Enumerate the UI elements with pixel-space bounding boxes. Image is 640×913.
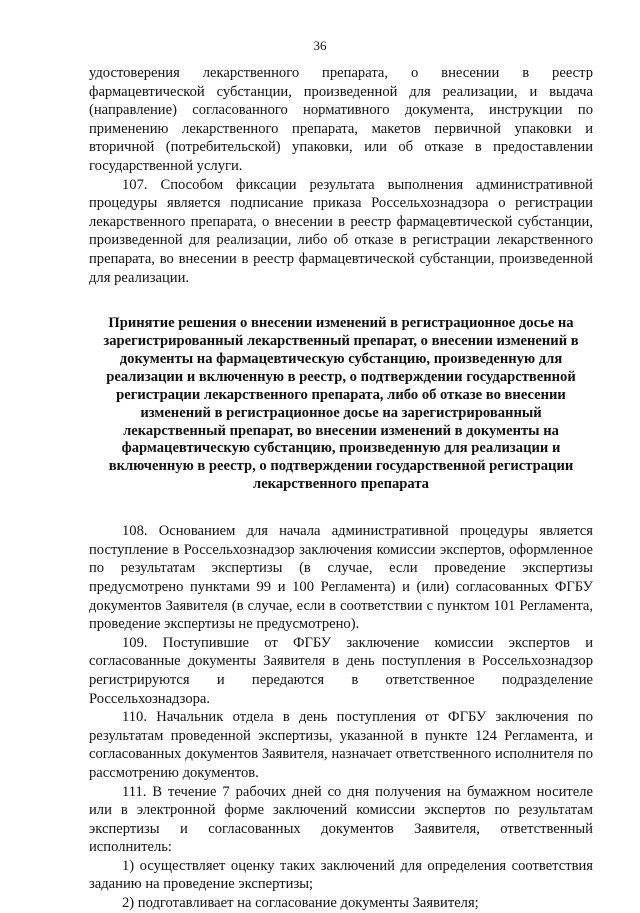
paragraph-continuation: удостоверения лекарственного препарата, о внесении в реестр фармацевтической субстанции, произведенной для реализации, и выдача (направление) согласованного нормативного документа, инструкции по применению лекарственного препарата, макетов первичной упаковки и вторичной (потребительской) упаковки, или об отказе в предоставлении государственной услуги. (89, 65, 593, 174)
document-body (89, 64, 593, 913)
paragraph-111: 111. В течение 7 рабочих дней со дня получения на бумажном носителе или в электронной форме заключений комиссии экспертов по результатам экспертизы и согласованных документов Заявителя, ответственный исполнитель: (89, 783, 593, 856)
paragraph-109: 109. Поступившие от ФГБУ заключение комиссии экспертов и согласованные документы Заявителя в день поступления в Россельхознадзор регистрируются и передаются в ответственное подразделение Россельхознадзора. (89, 634, 593, 707)
paragraph-108: 108. Основанием для начала административной процедуры является поступление в Россельхознадзор заключения комиссии экспертов, оформленное по результатам экспертизы (в случае, если проведение экспертизы предусмотрено пунктами 99 и 100 Регламента) и (или) согласованных ФГБУ документов Заявителя (в случае, если в соответствии с пунктом 101 Регламента, проведение экспертизы не предусмотрено). (89, 523, 593, 633)
page-number: 36 (313, 38, 327, 53)
paragraph-110: 110. Начальник отдела в день поступления от ФГБУ заключения по результатам проведенной экспертизы, указанной в пункте 124 Регламента, и согласованных документов Заявителя, назначает ответственного исполнителя по рассмотрению документов. (89, 709, 593, 781)
paragraph-111-item-2: 2) подготавливает на согласование документы Заявителя; (122, 895, 479, 912)
paragraph-107: 107. Способом фиксации результата выполнения административной процедуры является подписание приказа Россельхознадзора о регистрации лекарственного препарата, о внесении в реестр фармацевтической субстанции, произведенной для реализации, либо об отказе в регистрации лекарственного препарата, во внесении в реестр фармацевтической субстанции, произведенной для реализации. (89, 176, 593, 286)
paragraph-111-item-1: 1) осуществляет оценку таких заключений для определения соответствия заданию на проведение экспертизы; (89, 857, 593, 893)
section-heading: Принятие решения о внесении изменений в регистрационное досье на зарегистрированный лекарственный препарат, о внесении изменений в документы на фармацевтическую субстанцию, произведенную для реализации и включенную в реестр, о подтверждении государственной регистрации лекарственного препарата, либо об отказе во внесении изменений в регистрационное досье на зарегистрированный лекарственный препарат, во внесении изменений в документы на фармацевтическую субстанцию, произведенную для реализации и включенную в реестр, о подтверждении государственной регистрации лекарственного препарата (103, 315, 579, 493)
